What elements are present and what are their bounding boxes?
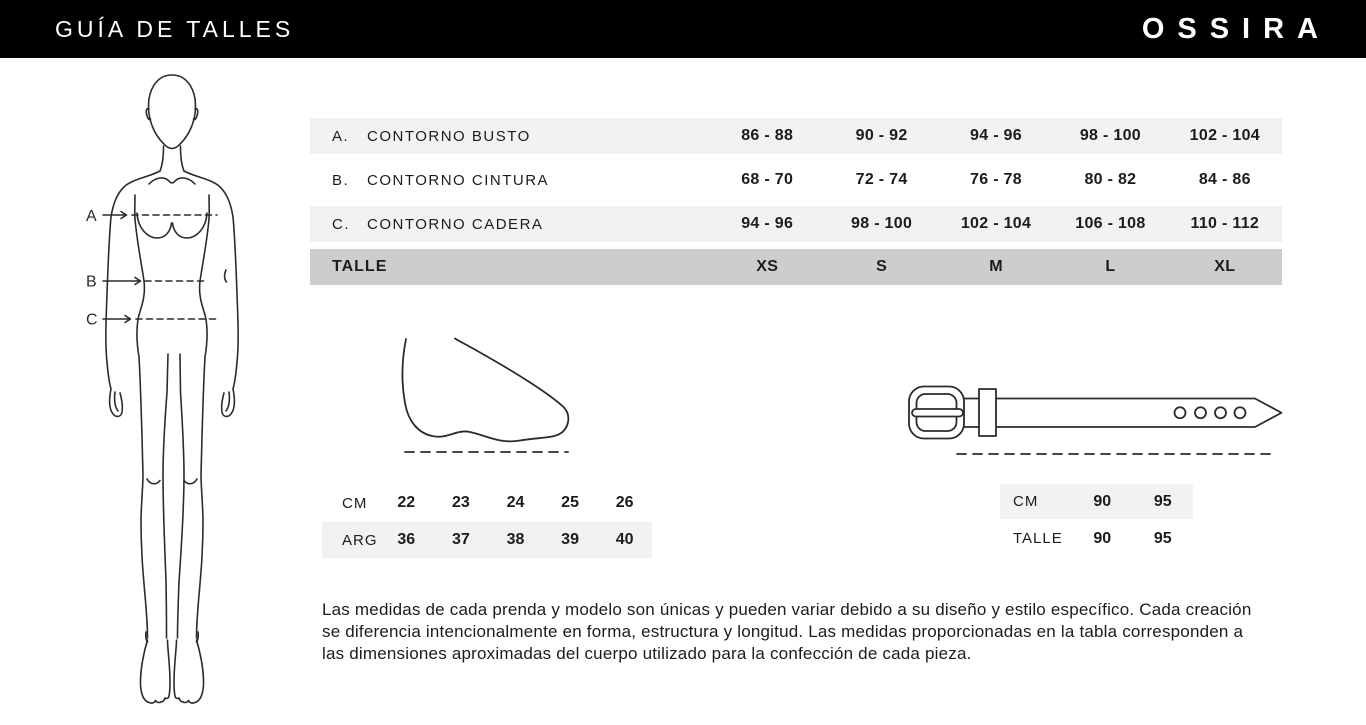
table-row-talle bbox=[310, 249, 1282, 285]
row-label: TALLE bbox=[1013, 530, 1063, 547]
size-value: 90 - 92 bbox=[855, 127, 908, 144]
size-value: 102 - 104 bbox=[960, 215, 1032, 232]
row-letter: B. bbox=[332, 171, 350, 189]
shoe-value: 37 bbox=[451, 531, 470, 548]
arrow-c-icon bbox=[103, 316, 131, 323]
row-label: TALLE bbox=[332, 258, 388, 275]
shoe-value: 23 bbox=[451, 494, 470, 511]
belt-size-table bbox=[1000, 484, 1193, 558]
size-value: 86 - 88 bbox=[741, 127, 794, 144]
arrow-a-icon bbox=[103, 212, 127, 219]
belt-value: 95 bbox=[1153, 492, 1172, 510]
arrow-b-icon bbox=[103, 278, 141, 285]
row-label: CM bbox=[1013, 493, 1039, 510]
size-value: 94 - 96 bbox=[741, 215, 794, 232]
shoe-value: 40 bbox=[615, 531, 634, 548]
size-value: 98 - 100 bbox=[851, 215, 913, 232]
shoe-value: 22 bbox=[397, 494, 416, 511]
row-label bbox=[310, 128, 710, 145]
size-value: 68 - 70 bbox=[741, 171, 794, 188]
size-value: 72 - 74 bbox=[855, 171, 908, 188]
size-name: XL bbox=[1214, 258, 1236, 275]
size-name: L bbox=[1105, 258, 1116, 275]
foot-illustration bbox=[398, 333, 573, 455]
table-row-bust bbox=[310, 118, 1282, 154]
table-row-waist bbox=[310, 162, 1282, 198]
row-title: CONTORNO CADERA bbox=[367, 215, 544, 233]
brand-logo: OSSIRA bbox=[1141, 12, 1331, 45]
row-label: CM bbox=[342, 494, 368, 512]
size-name: S bbox=[876, 258, 888, 275]
shoe-value: 36 bbox=[397, 531, 416, 548]
size-name: M bbox=[989, 258, 1003, 275]
figure-label-c: C bbox=[86, 311, 98, 329]
size-value: 80 - 82 bbox=[1084, 171, 1137, 188]
row-title: CONTORNO BUSTO bbox=[367, 127, 531, 145]
shoe-value: 39 bbox=[561, 531, 579, 548]
page-title: GUÍA DE TALLES bbox=[55, 15, 295, 42]
row-label bbox=[310, 216, 710, 233]
size-table bbox=[310, 118, 1282, 285]
belt-value: 95 bbox=[1153, 529, 1172, 547]
row-label bbox=[310, 172, 710, 189]
shoe-value: 25 bbox=[561, 494, 579, 511]
header-bar bbox=[0, 0, 1366, 58]
shoe-value: 24 bbox=[506, 494, 525, 511]
size-value: 106 - 108 bbox=[1075, 215, 1146, 232]
size-value: 84 - 86 bbox=[1198, 171, 1251, 188]
row-title: CONTORNO CINTURA bbox=[367, 171, 550, 189]
table-row-cm bbox=[322, 485, 652, 521]
row-letter: A. bbox=[332, 127, 350, 145]
belt-illustration bbox=[902, 378, 1287, 463]
body-measurement-figure-illustration bbox=[78, 62, 268, 725]
size-value: 110 - 112 bbox=[1190, 215, 1260, 232]
table-row-cm bbox=[1000, 484, 1193, 519]
size-value: 76 - 78 bbox=[970, 171, 1022, 188]
size-value: 102 - 104 bbox=[1189, 127, 1260, 144]
shoe-value: 38 bbox=[506, 531, 525, 548]
table-row-arg bbox=[322, 522, 652, 558]
belt-value: 90 bbox=[1093, 529, 1112, 547]
size-value: 98 - 100 bbox=[1079, 127, 1141, 144]
table-row-talle bbox=[1000, 521, 1193, 556]
table-row-hip bbox=[310, 206, 1282, 242]
figure-label-b: B bbox=[86, 273, 97, 291]
size-name: XS bbox=[756, 258, 779, 275]
row-label: ARG bbox=[342, 531, 378, 549]
figure-label-a: A bbox=[86, 208, 97, 225]
disclaimer-text: Las medidas de cada prenda y modelo son únicas y pueden variar debido a su diseño y estilo específico. Cada creación se diferencia intencionalmente en forma, estructura y longitud. Las medidas proporcionadas en la tabla corresponden a las dimensiones aproximadas del cuerpo utilizado para la confección de cada pieza. bbox=[322, 600, 1252, 663]
size-value: 94 - 96 bbox=[970, 127, 1022, 144]
shoe-size-table bbox=[322, 485, 652, 559]
row-letter: C. bbox=[332, 215, 350, 233]
shoe-value: 26 bbox=[615, 494, 634, 511]
belt-value: 90 bbox=[1093, 492, 1112, 510]
